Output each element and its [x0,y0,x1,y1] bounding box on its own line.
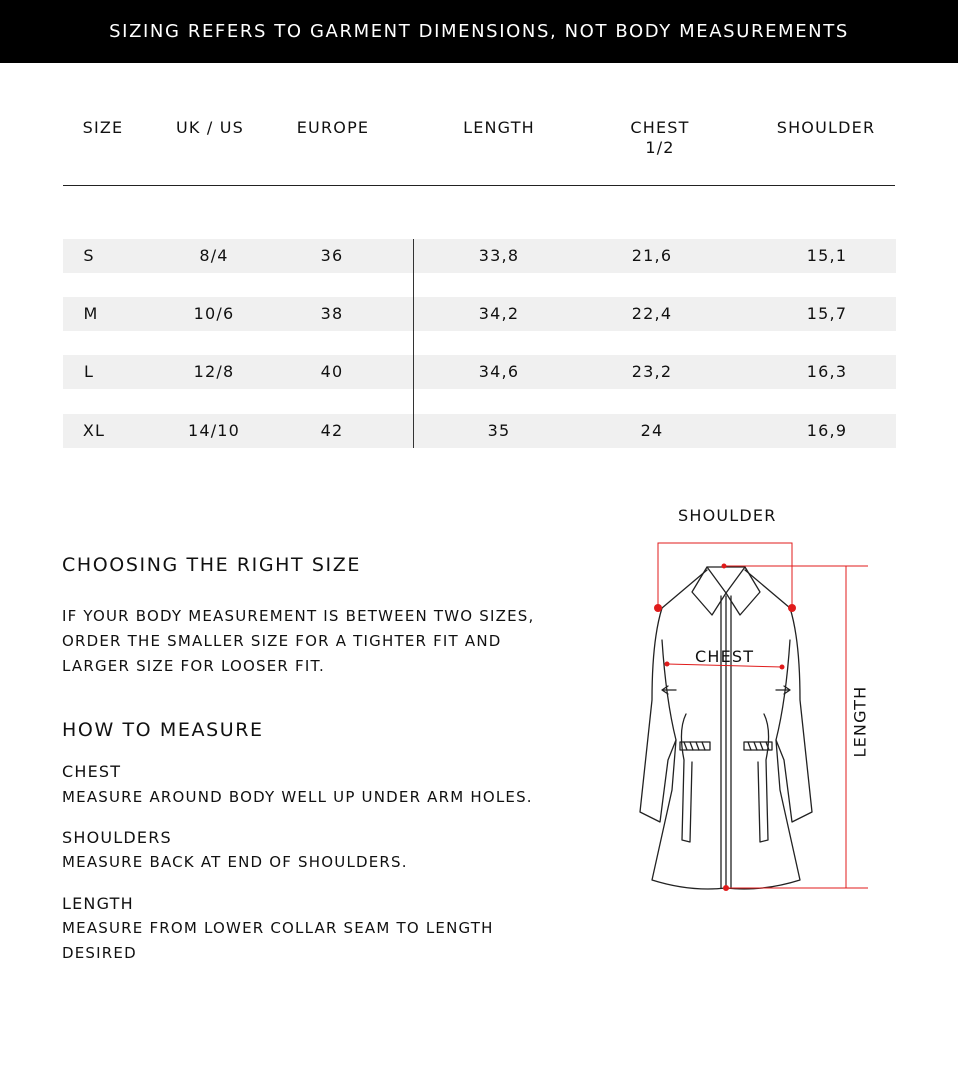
length-cell: 34,2 [478,304,520,323]
choosing-line: LARGER SIZE FOR LOOSER FIT. [62,657,325,675]
table-row [63,297,896,331]
header-shoulder: SHOULDER [776,118,876,137]
length-line: DESIRED [62,944,137,962]
chest-cell: 21,6 [631,246,673,265]
choosing-title: CHOOSING THE RIGHT SIZE [62,554,361,576]
column-divider [413,239,414,448]
choosing-line: IF YOUR BODY MEASUREMENT IS BETWEEN TWO SIZES, [62,607,535,625]
uk-us-cell: 8/4 [199,246,229,265]
uk-us-cell: 14/10 [187,421,241,440]
diagram-shoulder-label: SHOULDER [678,506,777,525]
chest-label: CHEST [62,762,122,781]
chest-cell: 24 [640,421,664,440]
shoulder-cell: 16,3 [806,362,848,381]
shoulders-line: MEASURE BACK AT END OF SHOULDERS. [62,853,408,871]
chest-cell: 22,4 [631,304,673,323]
length-label: LENGTH [62,894,134,913]
uk-us-cell: 10/6 [193,304,235,323]
europe-cell: 36 [320,246,344,265]
chest-line: MEASURE AROUND BODY WELL UP UNDER ARM HOLES. [62,788,533,806]
length-text [62,916,552,966]
header-divider [63,185,895,186]
europe-cell: 40 [320,362,344,381]
table-row [63,414,896,448]
chest-cell: 23,2 [631,362,673,381]
size-cell: XL [82,421,106,440]
sizing-banner [0,0,958,63]
header-size: SIZE [82,118,124,137]
diagram-length-label: LENGTH [850,685,870,758]
europe-cell: 38 [320,304,344,323]
banner-text: SIZING REFERS TO GARMENT DIMENSIONS, NOT BODY MEASUREMENTS [109,21,849,42]
header-uk-us: UK / US [175,118,245,137]
table-row [63,239,896,273]
shoulder-cell: 15,1 [806,246,848,265]
shoulders-text [62,850,552,875]
length-cell: 33,8 [478,246,520,265]
size-cell: L [83,362,95,381]
europe-cell: 42 [320,421,344,440]
choosing-text [62,604,552,679]
length-cell: 35 [487,421,511,440]
size-cell: M [83,304,99,323]
length-line: MEASURE FROM LOWER COLLAR SEAM TO LENGTH [62,919,494,937]
dress-diagram [620,530,890,900]
header-chest-half: CHEST 1/2 [630,118,690,157]
choosing-line: ORDER THE SMALLER SIZE FOR A TIGHTER FIT AND [62,632,502,650]
length-cell: 34,6 [478,362,520,381]
diagram-chest-label: CHEST [695,647,755,666]
howto-title: HOW TO MEASURE [62,719,264,741]
shoulder-cell: 16,9 [806,421,848,440]
table-row [63,355,896,389]
shoulders-label: SHOULDERS [62,828,172,847]
uk-us-cell: 12/8 [193,362,235,381]
header-length: LENGTH [463,118,535,137]
shoulder-cell: 15,7 [806,304,848,323]
header-europe: EUROPE [296,118,370,137]
size-cell: S [83,246,95,265]
chest-text [62,785,552,810]
